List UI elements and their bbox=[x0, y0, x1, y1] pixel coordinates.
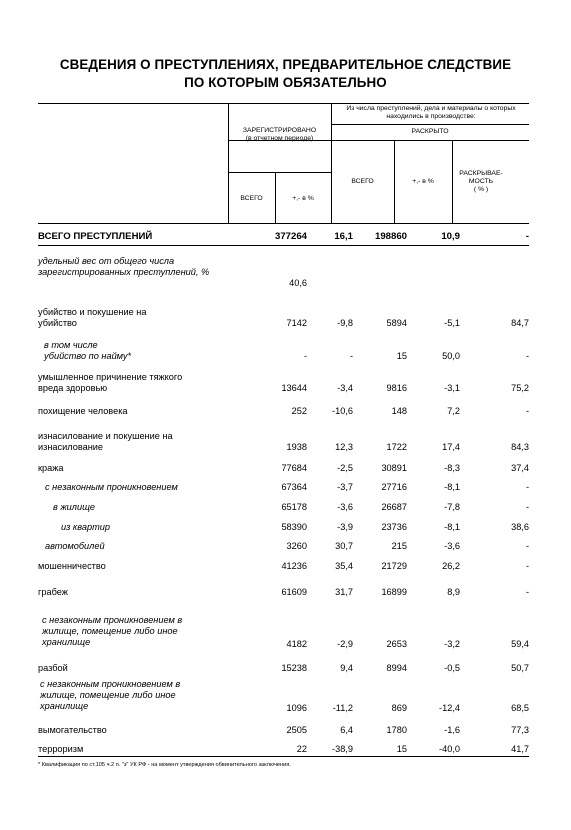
solved-change: -3,1 bbox=[444, 383, 460, 393]
header-col-divider-1 bbox=[228, 103, 229, 223]
row-label: с незаконным проникновением в жилище, помещение либо иное хранилище bbox=[42, 615, 183, 648]
header-total-solved: ВСЕГО bbox=[351, 178, 374, 185]
registered-value: 61609 bbox=[281, 587, 307, 597]
footnote: * Квалификация по ст.105 ч.2 п. "з" УК РФ - на момент утверждения обвинительного заключения. bbox=[38, 762, 291, 768]
header-change-solved: +,- в % bbox=[412, 178, 434, 185]
title-line-2: ПО КОТОРЫМ ОБЯЗАТЕЛЬНО bbox=[184, 75, 387, 90]
registered-change: -10,6 bbox=[332, 406, 353, 416]
header-of-number: Из числа преступлений, дела и материалы о которых находились в производстве: bbox=[346, 105, 516, 121]
solve-rate: 75,2 bbox=[511, 383, 529, 393]
solve-rate: 38,6 bbox=[511, 522, 529, 532]
solved-value: 9816 bbox=[386, 383, 407, 393]
solved-value: 869 bbox=[391, 703, 407, 713]
solve-rate: 77,3 bbox=[511, 725, 529, 735]
registered-value: 67364 bbox=[281, 482, 307, 492]
page-title bbox=[0, 56, 571, 92]
solve-rate: - bbox=[525, 587, 529, 597]
title-line-1: СВЕДЕНИЯ О ПРЕСТУПЛЕНИЯХ, ПРЕДВАРИТЕЛЬНОЕ СЛЕДСТВИЕ bbox=[59, 57, 512, 72]
solve-rate: 68,5 bbox=[511, 703, 529, 713]
row-label: умышленное причинение тяжкого вреда здоровью bbox=[38, 372, 183, 394]
solve-rate: 50,7 bbox=[511, 663, 529, 673]
solved-value: 30891 bbox=[381, 463, 407, 473]
row-label: терроризм bbox=[38, 744, 84, 754]
solved-change: 50,0 bbox=[442, 351, 460, 361]
solved-change: -7,8 bbox=[444, 502, 460, 512]
registered-change: -3,9 bbox=[337, 522, 353, 532]
registered-value: 7142 bbox=[286, 318, 307, 328]
solved-change: -5,1 bbox=[444, 318, 460, 328]
registered-change: 6,4 bbox=[340, 725, 353, 735]
registered-value: 2505 bbox=[286, 725, 307, 735]
solved-value: 15 bbox=[396, 744, 407, 754]
solved-change: -3,2 bbox=[444, 639, 460, 649]
solved-value: 1722 bbox=[386, 442, 407, 452]
solved-value: 21729 bbox=[381, 561, 407, 571]
row-label: с незаконным проникновением в жилище, помещение либо иное хранилище bbox=[40, 679, 181, 712]
solved-change: -8,1 bbox=[444, 522, 460, 532]
solve-rate: 41,7 bbox=[511, 744, 529, 754]
row-label: удельный вес от общего числа зарегистрированных преступлений, % bbox=[38, 256, 210, 278]
registered-change: 16,1 bbox=[334, 231, 353, 242]
header-solve-rate bbox=[458, 170, 504, 195]
solved-change: 8,9 bbox=[447, 587, 460, 597]
solve-rate: - bbox=[525, 561, 529, 571]
solve-rate: - bbox=[525, 502, 529, 512]
header-registered bbox=[228, 127, 331, 143]
registered-change: -2,5 bbox=[337, 463, 353, 473]
solved-value: 198860 bbox=[374, 231, 407, 242]
row-label: вымогательство bbox=[38, 725, 107, 735]
row-label: ВСЕГО ПРЕСТУПЛЕНИЙ bbox=[38, 231, 153, 242]
solved-value: 8994 bbox=[386, 663, 407, 673]
header-solved: РАСКРЫТО bbox=[411, 128, 449, 135]
registered-value: 77684 bbox=[281, 463, 307, 473]
solved-value: 1780 bbox=[386, 725, 407, 735]
row-label: мошенничество bbox=[38, 561, 106, 571]
header-top-rule bbox=[38, 103, 529, 104]
registered-value: 15238 bbox=[281, 663, 307, 673]
row-label: с незаконным проникновением bbox=[45, 482, 178, 492]
table-bottom-rule bbox=[38, 756, 529, 757]
solved-value: 2653 bbox=[386, 639, 407, 649]
header-col-divider-5 bbox=[452, 140, 453, 223]
solved-change: -3,6 bbox=[444, 541, 460, 551]
row-label: грабеж bbox=[38, 587, 68, 597]
registered-change: -2,9 bbox=[337, 639, 353, 649]
solved-change: 26,2 bbox=[442, 561, 460, 571]
registered-change: -3,7 bbox=[337, 482, 353, 492]
registered-change: - bbox=[349, 351, 353, 361]
solve-rate: 84,7 bbox=[511, 318, 529, 328]
registered-value: - bbox=[303, 351, 307, 361]
solve-rate: - bbox=[525, 482, 529, 492]
header-change-registered: +,- в % bbox=[292, 195, 314, 202]
registered-change: -11,2 bbox=[332, 703, 353, 713]
header-solve-rate-label: РАСКРЫВАЕ-МОСТЬ bbox=[459, 170, 503, 186]
solve-rate: - bbox=[525, 231, 529, 242]
header-total-registered: ВСЕГО bbox=[240, 195, 263, 202]
row-label: из квартир bbox=[61, 522, 110, 532]
solved-value: 15 bbox=[396, 351, 407, 361]
solved-change: -40,0 bbox=[439, 744, 460, 754]
row-label: автомобилей bbox=[45, 541, 105, 551]
solve-rate: - bbox=[525, 406, 529, 416]
solved-value: 5894 bbox=[386, 318, 407, 328]
solved-value: 27716 bbox=[381, 482, 407, 492]
registered-change: 9,4 bbox=[340, 663, 353, 673]
registered-value: 58390 bbox=[281, 522, 307, 532]
row-label: разбой bbox=[38, 663, 68, 673]
solved-change: -0,5 bbox=[444, 663, 460, 673]
header-rule-sub bbox=[228, 172, 331, 173]
solved-value: 26687 bbox=[381, 502, 407, 512]
registered-change: 30,7 bbox=[335, 541, 353, 551]
solved-change: 17,4 bbox=[442, 442, 460, 452]
row-label: в том числе убийство по найму* bbox=[44, 340, 132, 362]
header-col-divider-2 bbox=[331, 103, 332, 223]
solved-value: 215 bbox=[391, 541, 407, 551]
row-label: изнасилование и покушение на изнасилование bbox=[38, 431, 173, 453]
registered-change: -3,6 bbox=[337, 502, 353, 512]
solve-rate: 37,4 bbox=[511, 463, 529, 473]
solve-rate: - bbox=[525, 351, 529, 361]
header-bottom-rule bbox=[38, 223, 529, 224]
solved-value: 148 bbox=[391, 406, 407, 416]
solved-change: 7,2 bbox=[447, 406, 460, 416]
registered-value: 22 bbox=[296, 744, 307, 754]
registered-change: 35,4 bbox=[335, 561, 353, 571]
header-rule-solved bbox=[331, 124, 529, 125]
solve-rate: - bbox=[525, 541, 529, 551]
header-registered-label: ЗАРЕГИСТРИРОВАНО bbox=[242, 127, 317, 134]
registered-value: 40,6 bbox=[289, 278, 307, 288]
solved-change: -1,6 bbox=[444, 725, 460, 735]
registered-value: 1096 bbox=[286, 703, 307, 713]
registered-value: 1938 bbox=[286, 442, 307, 452]
registered-change: -9,8 bbox=[337, 318, 353, 328]
registered-value: 3260 bbox=[286, 541, 307, 551]
row-label: кража bbox=[38, 463, 64, 473]
solved-change: -8,1 bbox=[444, 482, 460, 492]
header-registered-note: (в отчетном периоде) bbox=[245, 135, 314, 143]
solved-value: 23736 bbox=[381, 522, 407, 532]
registered-change: 12,3 bbox=[335, 442, 353, 452]
registered-change: -38,9 bbox=[332, 744, 353, 754]
row-label: похищение человека bbox=[38, 406, 128, 416]
registered-value: 377264 bbox=[274, 231, 307, 242]
registered-value: 252 bbox=[291, 406, 307, 416]
row-label: убийство и покушение на убийство bbox=[38, 307, 147, 329]
registered-change: 31,7 bbox=[335, 587, 353, 597]
registered-change: -3,4 bbox=[337, 383, 353, 393]
solve-rate: 59,4 bbox=[511, 639, 529, 649]
registered-value: 13644 bbox=[281, 383, 307, 393]
solve-rate: 84,3 bbox=[511, 442, 529, 452]
solved-change: 10,9 bbox=[441, 231, 460, 242]
row-label: в жилище bbox=[53, 502, 95, 512]
solved-value: 16899 bbox=[381, 587, 407, 597]
header-solve-rate-unit: ( % ) bbox=[473, 186, 489, 194]
registered-value: 65178 bbox=[281, 502, 307, 512]
registered-value: 4182 bbox=[286, 639, 307, 649]
registered-value: 41236 bbox=[281, 561, 307, 571]
solved-change: -8,3 bbox=[444, 463, 460, 473]
total-row-rule bbox=[38, 245, 529, 246]
solved-change: -12,4 bbox=[439, 703, 460, 713]
